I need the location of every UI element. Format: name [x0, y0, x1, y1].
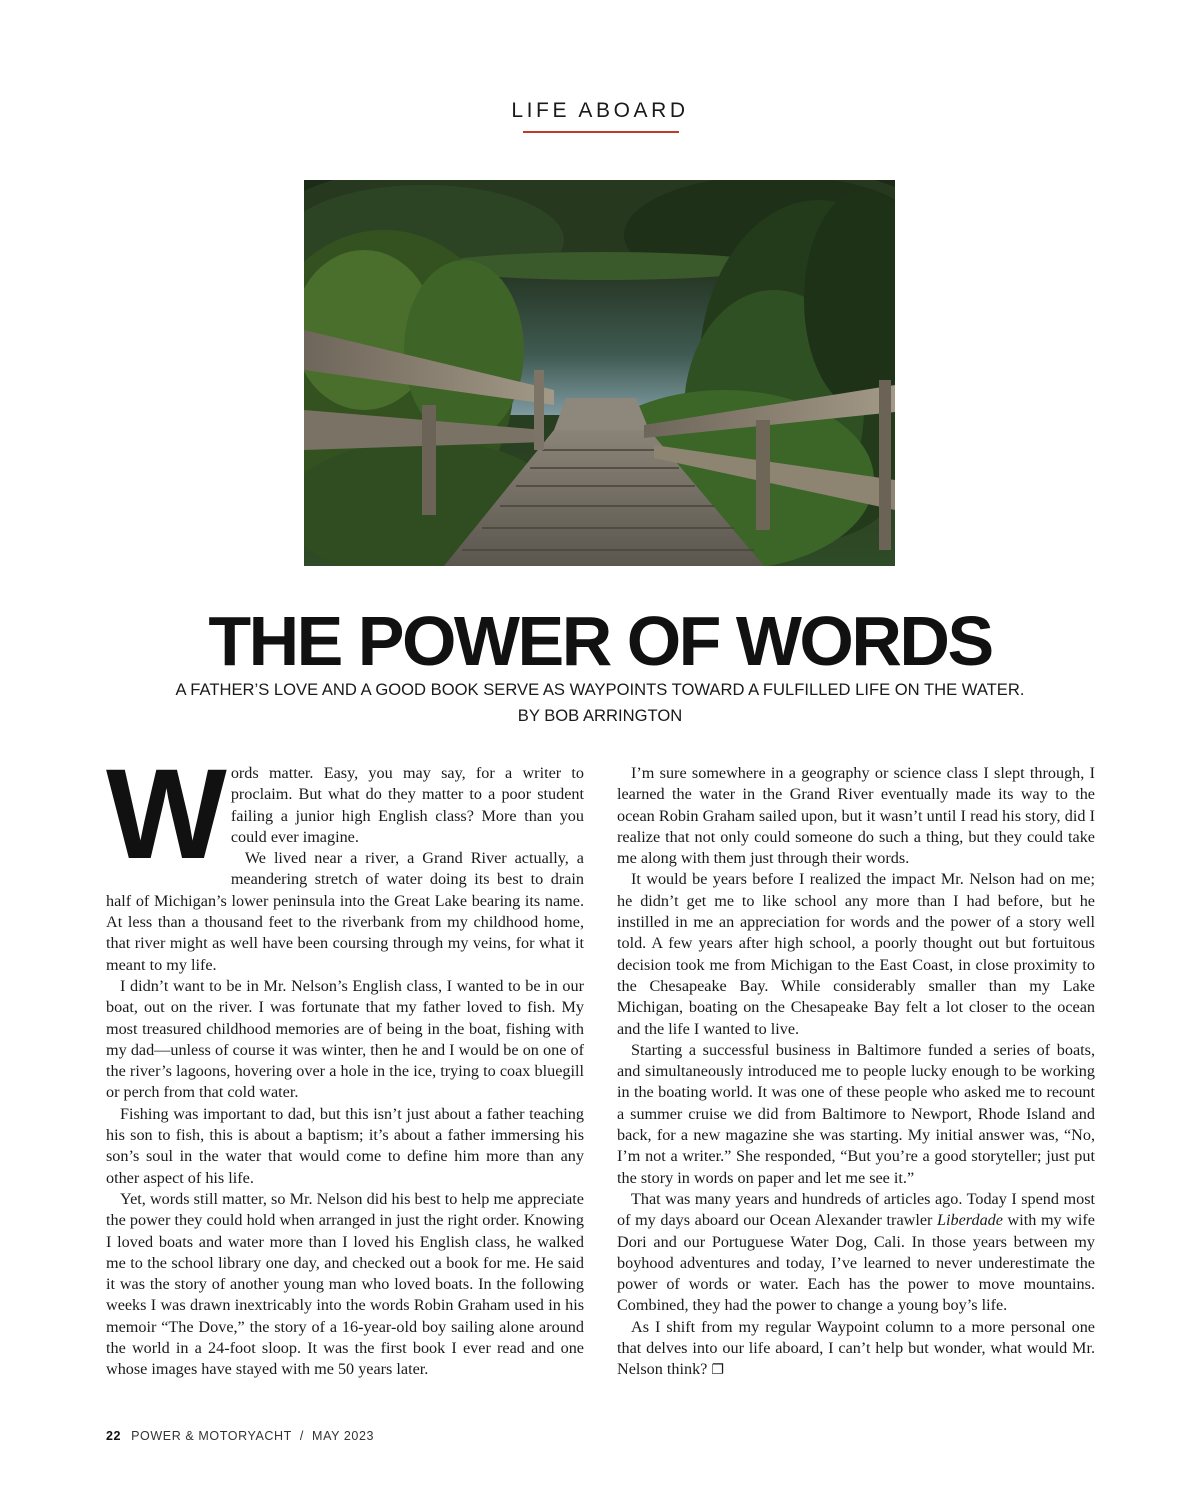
paragraph-text: with my wife Dori and our Portuguese Water Dog, Cali. In those years between my boyhood adventures and today, I’ve learned to never underestimate the power of words or water. Each has the power to move mountains. Combined, they had the power to change a young boy’s life. — [617, 1211, 1095, 1315]
end-mark-icon: ❐ — [711, 1362, 724, 1379]
paragraph-text: As I shift from my regular Waypoint column to a more personal one that delves into our life aboard, I can’t help but wonder, what would Mr. Nelson think? — [617, 1317, 1095, 1379]
section-label: LIFE ABOARD — [511, 99, 689, 122]
article-paragraph — [617, 1189, 1095, 1317]
article-paragraph — [617, 1317, 1095, 1382]
boat-name: Liberdade — [937, 1211, 1003, 1230]
article-byline: BY BOB ARRINGTON — [517, 706, 683, 725]
article-paragraph: We lived near a river, a Grand River actually, a meandering stretch of water doing its best to drain half of Michigan’s lower peninsula into the Great Lake bearing its name. At less than a thousand feet to the riverbank from my childhood home, that river might as well have been coursing through my veins, for what it meant to my life. — [106, 849, 584, 974]
article-paragraph: It would be years before I realized the impact Mr. Nelson had on me; he didn’t get me to like school any more than I had before, but he instilled in me an appreciation for words and the power of a story well told. A few years after high school, a poorly thought out but fortuitous decision took me from Michigan to the East Coast, in close proximity to the Chesapeake Bay. While considerably smaller than my Lake Michigan, boating on the Chesapeake Bay felt a lot closer to the ocean and the life I wanted to live. — [617, 870, 1095, 1038]
article-deck: A FATHER’S LOVE AND A GOOD BOOK SERVE AS WAYPOINTS TOWARD A FULFILLED LIFE ON THE WATER. — [175, 680, 1025, 699]
paragraph-text: ords matter. Easy, you may say, for a writer to proclaim. But what do they matter to a poor student failing a junior high English class? More than you could ever imagine. — [230, 764, 584, 846]
paragraph-text: That was many years and hundreds of articles ago. Today I spend most of my days aboard our Ocean Alexander trawler — [617, 1189, 1095, 1230]
article-paragraph — [106, 743, 584, 886]
hero-photo — [304, 180, 895, 566]
article-headline: THE POWER OF WORDS — [208, 602, 992, 680]
article-column-left — [106, 743, 584, 1381]
article-paragraph: I didn’t want to be in Mr. Nelson’s English class, I wanted to be in our boat, out on the river. I was fortunate that my father loved to fish. My most treasured childhood memories are of being in the boat, fishing with my dad—unless of course it was winter, then he and I would be on one of the river’s lagoons, hovering over a hole in the ice, trying to coax bluegill or perch from that cold water. — [106, 976, 584, 1102]
article-paragraph: Yet, words still matter, so Mr. Nelson did his best to help me appreciate the power they could hold when arranged in just the right order. Knowing I loved boats and water more than I loved his English class, he walked me to the school library one day, and checked out a book for me. He said it was the story of another young man who loved boats. In the following weeks I was drawn inextricably into the words Robin Graham used in his memoir “The Dove,” the story of a 16-year-old boy sailing alone around the world in a 24-foot sloop. It was the first book I ever read and one whose images have stayed with me 50 years later. — [106, 1189, 584, 1379]
article-paragraph: Fishing was important to dad, but this isn’t just about a father teaching his son to fish, this is about a baptism; it’s about a father immersing his son’s soul in the water that would come to define him more than any other aspect of his life. — [106, 1104, 584, 1187]
article-column-right — [617, 763, 1095, 1382]
publication-info: POWER & MOTORYACHT / MAY 2023 — [131, 1429, 375, 1443]
drop-cap: W — [106, 743, 221, 886]
section-underline — [523, 131, 679, 133]
page-number: 22 — [106, 1429, 122, 1443]
page-footer — [106, 1429, 374, 1443]
hero-photo-illustration — [304, 180, 895, 566]
article-paragraph: Starting a successful business in Baltimore funded a series of boats, and simultaneously introduced me to people lucky enough to be working in the boating world. It was one of these people who asked me to recount a summer cruise we did from Baltimore to Newport, Rhode Island and back, for a new magazine she was starting. My initial answer was, “No, I’m not a writer.” She responded, “But you’re a good storyteller; just put the story in words on paper and let me see it.” — [617, 1040, 1095, 1187]
article-paragraph: I’m sure somewhere in a geography or science class I slept through, I learned the water in the Grand River eventually made its way to the ocean Robin Graham sailed upon, but it wasn’t until I read his story, did I realize that not only could someone do such a thing, but they could take me along with them just through their words. — [617, 764, 1095, 868]
